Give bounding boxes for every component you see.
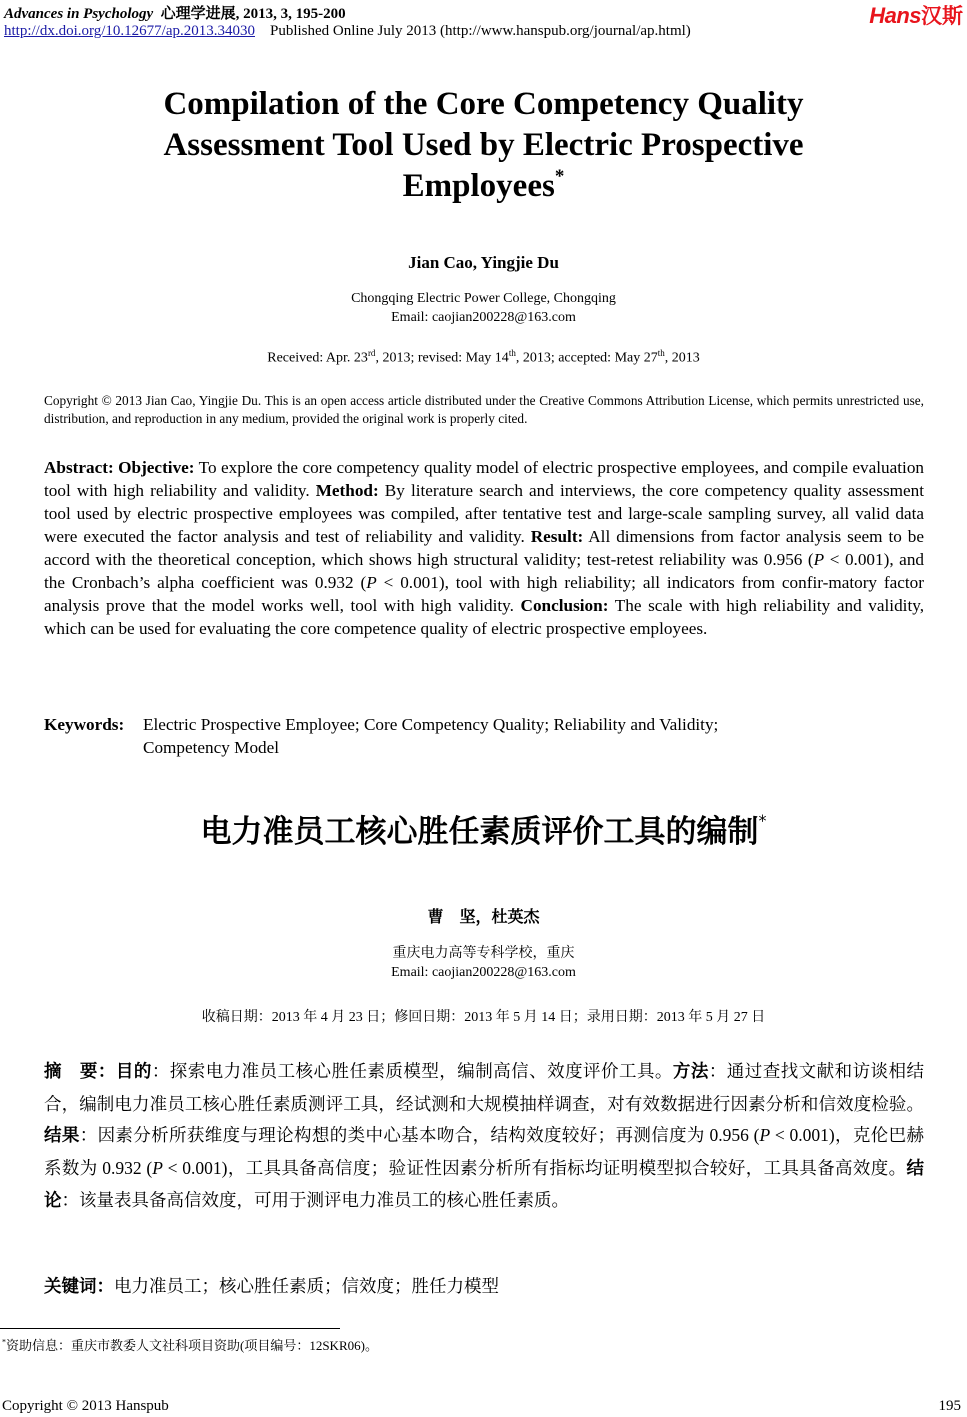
logo-cn: 汉斯 bbox=[921, 5, 963, 28]
method-label: Method: bbox=[315, 481, 379, 500]
p-symbol: P bbox=[813, 550, 825, 569]
objective-text: To explore the core competency quality model of electric prospective employees, and compile evaluation tool with high reliability and validity. bbox=[44, 458, 925, 500]
paper-title-en bbox=[0, 84, 967, 207]
footer-copyright: Copyright © 2013 Hanspub bbox=[2, 1398, 169, 1414]
keywords-label: Keywords: bbox=[44, 715, 125, 734]
result-text: < 0.001), tool with high reliability; all indicators from confir-matory factor analysis prove that the model works well, tool with high validity. bbox=[44, 573, 924, 615]
ordinal-suffix: rd bbox=[367, 348, 376, 358]
affiliation-text: Chongqing Electric Power College, Chongqing bbox=[351, 291, 616, 306]
received-date: Received: Apr. 23 bbox=[267, 350, 368, 366]
p-symbol: P bbox=[759, 1125, 771, 1145]
accepted-date: , 2013; accepted: May 27 bbox=[515, 350, 658, 366]
title-cn-footnote-mark: * bbox=[758, 811, 767, 830]
p-symbol: P bbox=[152, 1157, 163, 1178]
ordinal-suffix: th bbox=[657, 348, 665, 358]
affiliation-en bbox=[0, 289, 967, 327]
abstract-cn-label: 摘 要： bbox=[44, 1062, 116, 1082]
affiliation-cn bbox=[0, 944, 967, 982]
footnote-text: 资助信息：重庆市教委人文社科项目资助(项目编号：12SKR06)。 bbox=[6, 1338, 378, 1353]
title-cn-text: 电力准员工核心胜任素质评价工具的编制 bbox=[200, 814, 759, 850]
abstract-label: Abstract: bbox=[44, 458, 114, 477]
authors-en: Jian Cao, Yingjie Du bbox=[408, 253, 559, 272]
dates-suffix: , 2013 bbox=[664, 350, 700, 366]
doi-link[interactable]: http://dx.doi.org/10.12677/ap.2013.34030 bbox=[4, 23, 255, 39]
ordinal-suffix: th bbox=[508, 348, 516, 358]
footnote-rule bbox=[0, 1328, 340, 1329]
authors-cn: 曹 坚，杜英杰 bbox=[427, 909, 540, 926]
method-text: By literature search and interviews, the core competency quality assessment tool used by electric prospective employees was compiled, after tentative test and large-scale sampling survey, all valid data were executed the factor analysis and test of reliability and validity. bbox=[44, 481, 924, 546]
result-cn-text: ：因素分析所获维度与理论构想的类中心基本吻合，结构效度较好；再测信度为 0.956 ( bbox=[79, 1125, 760, 1145]
result-cn-text: < 0.001)，克伦巴赫系数为 0.932 ( bbox=[44, 1125, 924, 1178]
journal-volume: 心理学进展, 2013, 3, 195-200 bbox=[160, 6, 346, 22]
title-line-3: Employees bbox=[402, 168, 555, 204]
paper-title-cn bbox=[0, 806, 967, 851]
conclusion-text: The scale with high reliability and validity, which can be used for evaluating the core competence quality of electric prospective employees. bbox=[44, 596, 924, 638]
keywords-line-1: Electric Prospective Employee; Core Competency Quality; Reliability and Validity; bbox=[143, 715, 719, 734]
result-label: Result: bbox=[530, 527, 584, 546]
published-online: Published Online July 2013 (http://www.hanspub.org/journal/ap.html) bbox=[269, 23, 691, 39]
conclusion-label: Conclusion: bbox=[520, 596, 609, 615]
journal-header bbox=[4, 2, 346, 23]
footnote-mark: * bbox=[2, 1337, 6, 1347]
objective-cn-label: 目的 bbox=[115, 1062, 152, 1082]
keywords-en bbox=[44, 713, 924, 759]
keywords-cn bbox=[44, 1273, 924, 1298]
p-symbol: P bbox=[366, 573, 377, 592]
conclusion-cn-text: ：该量表具备高信效度，可用于测评电力准员工的核心胜任素质。 bbox=[61, 1190, 569, 1210]
copyright-notice: Copyright © 2013 Jian Cao, Yingjie Du. This is an open access article distributed under the Creative Commons Attribution License, which permits unrestricted use, distribution, and reproduction in any medium, provided the original work is properly cited. bbox=[44, 393, 924, 426]
dates-cn: 收稿日期：2013 年 4 月 23 日；修回日期：2013 年 5 月 14 日；录用日期：2013 年 5 月 27 日 bbox=[201, 1010, 766, 1025]
journal-name: Advances in Psychology bbox=[4, 6, 154, 22]
email-cn: Email: caojian200228@163.com bbox=[391, 965, 576, 980]
email-en: Email: caojian200228@163.com bbox=[391, 310, 576, 325]
keywords-cn-text: 电力准员工；核心胜任素质；信效度；胜任力模型 bbox=[114, 1276, 499, 1296]
abstract-cn bbox=[44, 1056, 924, 1218]
dates-en bbox=[0, 348, 967, 367]
conclusion-cn-label: 结论 bbox=[44, 1158, 924, 1211]
hanspub-logo bbox=[869, 0, 963, 30]
revised-date: , 2013; revised: May 14 bbox=[375, 350, 509, 366]
objective-label: Objective: bbox=[118, 458, 195, 477]
affiliation-cn-text: 重庆电力高等专科学校，重庆 bbox=[392, 946, 575, 961]
title-line-1: Compilation of the Core Competency Quality bbox=[163, 86, 804, 122]
page-number: 195 bbox=[938, 1398, 961, 1414]
title-line-2: Assessment Tool Used by Electric Prospective bbox=[163, 127, 804, 163]
logo-latin: Hans bbox=[869, 3, 921, 28]
funding-footnote bbox=[2, 1335, 378, 1354]
method-cn-text: ：通过查找文献和访谈相结合，编制电力准员工核心胜任素质测评工具，经试测和大规模抽样调查，对有效数据进行因素分析和信效度检验。 bbox=[44, 1061, 924, 1114]
objective-cn-text: ：探索电力准员工核心胜任素质模型，编制高信、效度评价工具。 bbox=[151, 1061, 673, 1081]
result-cn-label: 结果 bbox=[44, 1126, 80, 1146]
result-text: < 0.001), and the Cronbach’s alpha coefficient was 0.932 ( bbox=[44, 550, 925, 592]
method-cn-label: 方法 bbox=[672, 1062, 709, 1082]
title-footnote-mark: * bbox=[554, 166, 565, 187]
doi-line bbox=[4, 23, 691, 40]
abstract-en bbox=[44, 456, 924, 640]
keywords-line-2: Competency Model bbox=[143, 738, 280, 757]
keywords-cn-label: 关键词： bbox=[44, 1277, 114, 1297]
result-text: All dimensions from factor analysis seem to be accord with the theoretical conception, which shows high structural validity; test-retest reliability was 0.956 ( bbox=[44, 527, 924, 569]
result-cn-text: < 0.001)，工具具备高信度；验证性因素分析所有指标均证明模型拟合较好，工具具备高效度。 bbox=[162, 1157, 907, 1178]
